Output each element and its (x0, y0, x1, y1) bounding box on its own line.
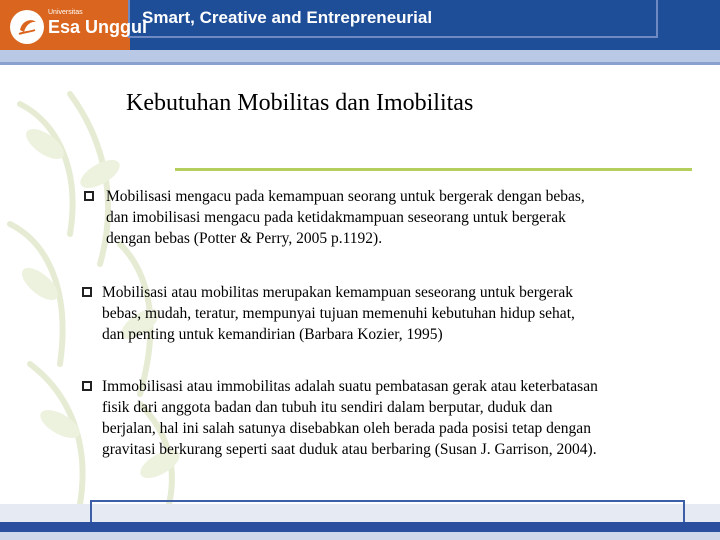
logo-emblem-icon (10, 10, 44, 44)
footer-base (0, 532, 720, 540)
bullet-text-line: berjalan, hal ini salah satunya disebabkan oleh berada pada posisi tetap dengan (102, 420, 591, 437)
bullet-checkbox-icon (84, 191, 94, 201)
slide-title: Kebutuhan Mobilitas dan Imobilitas (126, 90, 474, 116)
title-divider (175, 168, 692, 171)
bullet-text-line: gravitasi berkurang seperti saat duduk atau berbaring (Susan J. Garrison, 2004). (102, 441, 597, 458)
footer-bar (0, 522, 720, 532)
bullet-text-line: dan imobilisasi mengacu pada ketidakmampuan seseorang untuk bergerak (106, 209, 566, 226)
bullet-checkbox-icon (82, 381, 92, 391)
header-tagline: Smart, Creative and Entrepreneurial (142, 8, 433, 27)
university-logo (8, 2, 148, 50)
logo-subtitle: Universitas (48, 9, 83, 16)
bullet-text-line: Immobilisasi atau immobilitas adalah suatu pembatasan gerak atau keterbatasan (102, 378, 598, 395)
bullet-text-line: bebas, mudah, teratur, mempunyai tujuan memenuhi kebutuhan hidup sehat, (102, 305, 575, 322)
bullet-text-line: dan penting untuk kemandirian (Barbara Kozier, 1995) (102, 326, 443, 343)
bullet-text-line: fisik dari anggota badan dan tubuh itu sendiri dalam berputar, duduk dan (102, 399, 553, 416)
logo-name: Esa Unggul (48, 17, 148, 37)
bullet-text-line: Mobilisasi atau mobilitas merupakan kemampuan seseorang untuk bergerak (102, 284, 574, 301)
footer-frame (90, 500, 685, 522)
bullet-text-line: Mobilisasi mengacu pada kemampuan seorang untuk bergerak dengan bebas, (106, 188, 585, 205)
bullet-checkbox-icon (82, 287, 92, 297)
bullet-text-line: dengan bebas (Potter & Perry, 2005 p.1192). (106, 230, 383, 247)
